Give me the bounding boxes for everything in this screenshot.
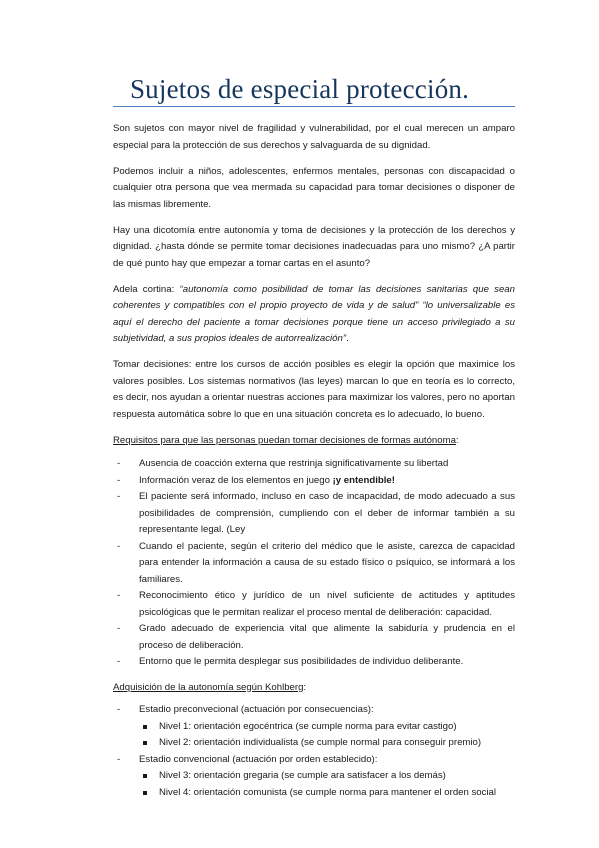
cortina-end: . (346, 333, 349, 344)
list-item: - Reconocimiento ético y jurídico de un nivel suficiente de actitudes y aptitudes psicológicas que le permitan realizar el proceso mental de deliberación: capacidad. (113, 588, 515, 621)
paragraph-decisions: Tomar decisiones: entre los cursos de acción posibles es elegir la opción que maximice los valores posibles. Los sistemas normativos (las leyes) marcan lo que en teoría es lo correcto, es decir, nos ayudan a orientar nuestras acciones para maximizar los valores, pero no aportan respuesta automática sobre lo que en una situación concreta es lo adecuado, lo bueno. (113, 359, 515, 420)
requisitos-list (113, 456, 515, 671)
kohlberg-heading-text: Adquisición de la autonomía según Kohlberg (113, 681, 304, 693)
stage-label: Estadio convencional (actuación por orden establecido): (139, 753, 378, 765)
kohlberg-heading (113, 680, 515, 697)
sublist (139, 768, 515, 801)
list-item: - Entorno que le permita desplegar sus posibilidades de individuo deliberante. (113, 654, 515, 671)
paragraph-cortina (113, 282, 515, 348)
paragraph-examples: Podemos incluir a niños, adolescentes, enfermos mentales, personas con discapacidad o cualquier otra persona que vea mermada su capacidad para tomar decisiones o disponer de las mismas libremente. (113, 165, 515, 210)
list-item (113, 473, 515, 490)
list-item: - Cuando el paciente, según el criterio del médico que le asiste, carezca de capacidad para entender la información a causa de su estado físico o psíquico, se informará a los familiares. (113, 539, 515, 589)
list-item: Nivel 1: orientación egocéntrica (se cumple norma para evitar castigo) (139, 719, 515, 736)
list-item: - Ausencia de coacción externa que restrinja significativamente su libertad (113, 456, 515, 473)
list-item: - Grado adecuado de experiencia vital que alimente la sabiduría y prudencia en el proceso de deliberación. (113, 621, 515, 654)
kohlberg-heading-colon: : (303, 681, 307, 693)
kohlberg-list (113, 702, 515, 801)
list-item: - El paciente será informado, incluso en caso de incapacidad, de modo adecuado a sus posibilidades de comprensión, cumpliendo con el deber de informar también a su representante legal. (Ley (113, 489, 515, 539)
document-body (113, 121, 515, 801)
requisitos-heading-colon: : (455, 434, 459, 446)
list-item (113, 752, 515, 802)
list-item-emphasis: ¡y entendible! (332, 474, 395, 486)
paragraph-dichotomy: Hay una dicotomía entre autonomía y toma de decisiones y la protección de los derechos y dignidad. ¿hasta dónde se permite tomar decisiones inadecuadas para uno mismo? ¿A partir de qué punto hay que empezar a tomar cartas en el asunto? (113, 224, 515, 269)
cortina-lead: Adela cortina: (113, 283, 180, 295)
requisitos-heading-text: Requisitos para que las personas puedan tomar decisiones de formas autónoma (113, 434, 456, 446)
title-underline (113, 106, 515, 107)
page-title: Sujetos de especial protección. (129, 74, 470, 104)
stage-label: Estadio preconvecional (actuación por consecuencias): (139, 704, 374, 715)
list-item-text: Información veraz de los elementos en juego (139, 474, 333, 486)
cortina-quote: “autonomía como posibilidad de tomar las decisiones sanitarias que sean coherentes y compatibles con el propio proyecto de vida y de salud” “lo universalizable es aquí el derecho del paciente a tomar decisiones porque tiene un acceso privilegiado a su subjetividad, a sus propios ideales de autorrealización” (113, 283, 515, 344)
requisitos-heading (113, 433, 515, 450)
list-item: Nivel 4: orientación comunista (se cumple norma para mantener el orden social (139, 785, 515, 802)
paragraph-definition: Son sujetos con mayor nivel de fragilidad y vulnerabilidad, por el cual merecen un amparo especial para la protección de sus derechos y salvaguarda de su dignidad. (113, 123, 515, 151)
sublist (139, 719, 515, 752)
list-item (113, 702, 515, 752)
list-item: Nivel 3: orientación gregaria (se cumple ara satisfacer a los demás) (139, 768, 515, 785)
list-item: Nivel 2: orientación individualista (se cumple normal para conseguir premio) (139, 735, 515, 752)
